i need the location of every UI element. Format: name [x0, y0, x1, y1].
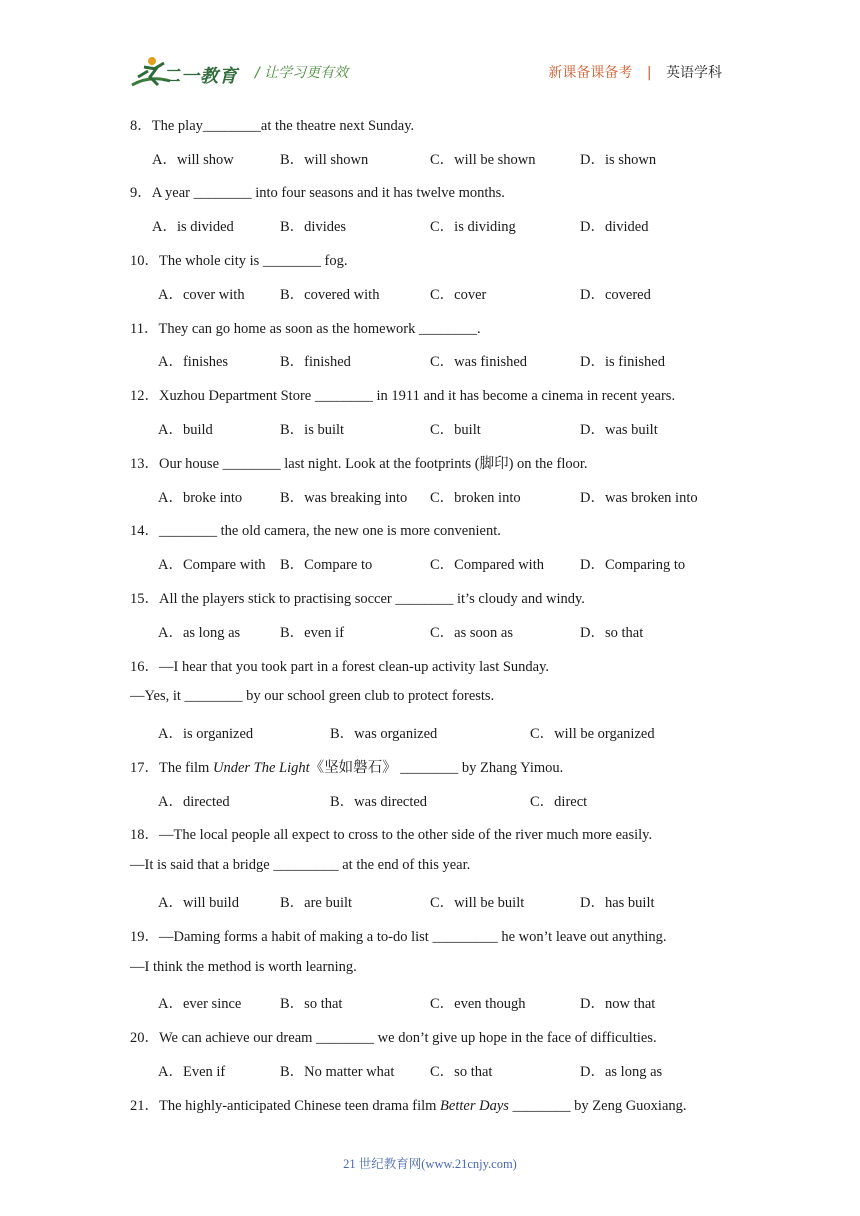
- option-c: C．so that: [430, 1064, 493, 1080]
- question-line2: —It is said that a bridge _________ at the end of this year.: [130, 857, 471, 873]
- option-a: A．directed: [158, 794, 230, 810]
- option-a: A．will show: [152, 152, 234, 168]
- stem-prefix: 17．The film: [130, 760, 213, 776]
- question-stem: 12．Xuzhou Department Store ________ in 1911 and it has become a cinema in recent years.: [130, 388, 676, 404]
- question-stem: 9．A year ________ into four seasons and it has twelve months.: [130, 185, 505, 201]
- option-c: C．as soon as: [430, 625, 513, 641]
- question-stem: 11．They can go home as soon as the homework ________.: [130, 321, 481, 337]
- option-d: D．covered: [580, 287, 651, 303]
- option-a: A．finishes: [158, 354, 229, 370]
- option-d: D．now that: [580, 996, 656, 1012]
- option-b: B．are built: [280, 895, 353, 911]
- header-right: [548, 62, 722, 82]
- option-a: A．as long as: [158, 625, 241, 641]
- option-b: B．was breaking into: [280, 490, 408, 506]
- logo-text: 二一教育: [162, 66, 238, 87]
- option-a: A．Even if: [158, 1064, 226, 1080]
- option-b: B．so that: [280, 996, 343, 1012]
- option-a: A．Compare with: [158, 557, 266, 573]
- option-c: C．cover: [430, 287, 487, 303]
- option-d: D．was built: [580, 422, 658, 438]
- option-b: B．No matter what: [280, 1064, 395, 1080]
- option-c: C．will be shown: [430, 152, 536, 168]
- option-a: A．is divided: [152, 219, 234, 235]
- film-title: Better Days: [440, 1098, 509, 1114]
- question-stem: 14．________ the old camera, the new one is more convenient.: [130, 523, 501, 539]
- page-header: [0, 0, 860, 100]
- option-c: C．direct: [530, 794, 588, 810]
- option-a: A．cover with: [158, 287, 245, 303]
- header-separator: |: [646, 65, 652, 81]
- option-b: B．even if: [280, 625, 345, 641]
- option-b: B．divides: [280, 219, 347, 235]
- slogan: / 让学习更有效: [255, 65, 349, 81]
- question-stem: 19．—Daming forms a habit of making a to-do list _________ he won’t leave out anything.: [130, 929, 667, 945]
- stem-suffix: 《坚如磐石》 ________ by Zhang Yimou.: [309, 760, 564, 776]
- option-c: C．will be built: [430, 895, 525, 911]
- option-d: D．so that: [580, 625, 644, 641]
- option-b: B．finished: [280, 354, 351, 370]
- option-a: A．broke into: [158, 490, 243, 506]
- option-d: D．divided: [580, 219, 649, 235]
- option-b: B．covered with: [280, 287, 380, 303]
- question-stem: 18．—The local people all expect to cross to the other side of the river much more easily.: [130, 827, 653, 843]
- option-c: C．is dividing: [430, 219, 516, 235]
- option-d: D．has built: [580, 895, 655, 911]
- question-stem: 20．We can achieve our dream ________ we don’t give up hope in the face of difficulties.: [130, 1030, 657, 1046]
- option-a: A．will build: [158, 895, 239, 911]
- option-a: A．ever since: [158, 996, 242, 1012]
- stem-suffix: ________ by Zeng Guoxiang.: [508, 1098, 687, 1114]
- option-c: C．will be organized: [530, 726, 655, 742]
- option-b: B．was directed: [330, 794, 428, 810]
- question-stem: 10．The whole city is ________ fog.: [130, 253, 348, 269]
- option-b: B．Compare to: [280, 557, 373, 573]
- option-b: B．was organized: [330, 726, 438, 742]
- option-c: C．broken into: [430, 490, 521, 506]
- question-line2: —I think the method is worth learning.: [130, 959, 357, 975]
- header-right-text: 新课备课备考: [548, 65, 633, 81]
- option-b: B．will shown: [280, 152, 369, 168]
- option-d: D．as long as: [580, 1064, 663, 1080]
- question-stem: [130, 1094, 687, 1115]
- question-stem: 13．Our house ________ last night. Look at the footprints (脚印) on the floor.: [130, 456, 588, 472]
- option-d: D．is shown: [580, 152, 657, 168]
- option-c: C．Compared with: [430, 557, 544, 573]
- question-stem: [130, 756, 563, 777]
- question-line2: —Yes, it ________ by our school green club to protect forests.: [130, 688, 495, 704]
- stem-prefix: 21．The highly-anticipated Chinese teen drama film: [130, 1098, 441, 1114]
- option-d: D．is finished: [580, 354, 665, 370]
- option-c: C．built: [430, 422, 481, 438]
- option-c: C．was finished: [430, 354, 528, 370]
- option-d: D．Comparing to: [580, 557, 686, 573]
- option-a: A．build: [158, 422, 213, 438]
- option-d: D．was broken into: [580, 490, 698, 506]
- question-stem: 16．—I hear that you took part in a forest clean-up activity last Sunday.: [130, 659, 550, 675]
- header-subject: 英语学科: [666, 65, 722, 81]
- film-title: Under The Light: [212, 760, 310, 776]
- option-a: A．is organized: [158, 726, 254, 742]
- option-c: C．even though: [430, 996, 526, 1012]
- question-stem: 8．The play________at the theatre next Sunday.: [130, 118, 415, 134]
- option-b: B．is built: [280, 422, 345, 438]
- question-stem: 15．All the players stick to practising soccer ________ it’s cloudy and windy.: [130, 591, 585, 607]
- page-footer: 21 世纪教育网(www.21cnjy.com): [343, 1157, 517, 1171]
